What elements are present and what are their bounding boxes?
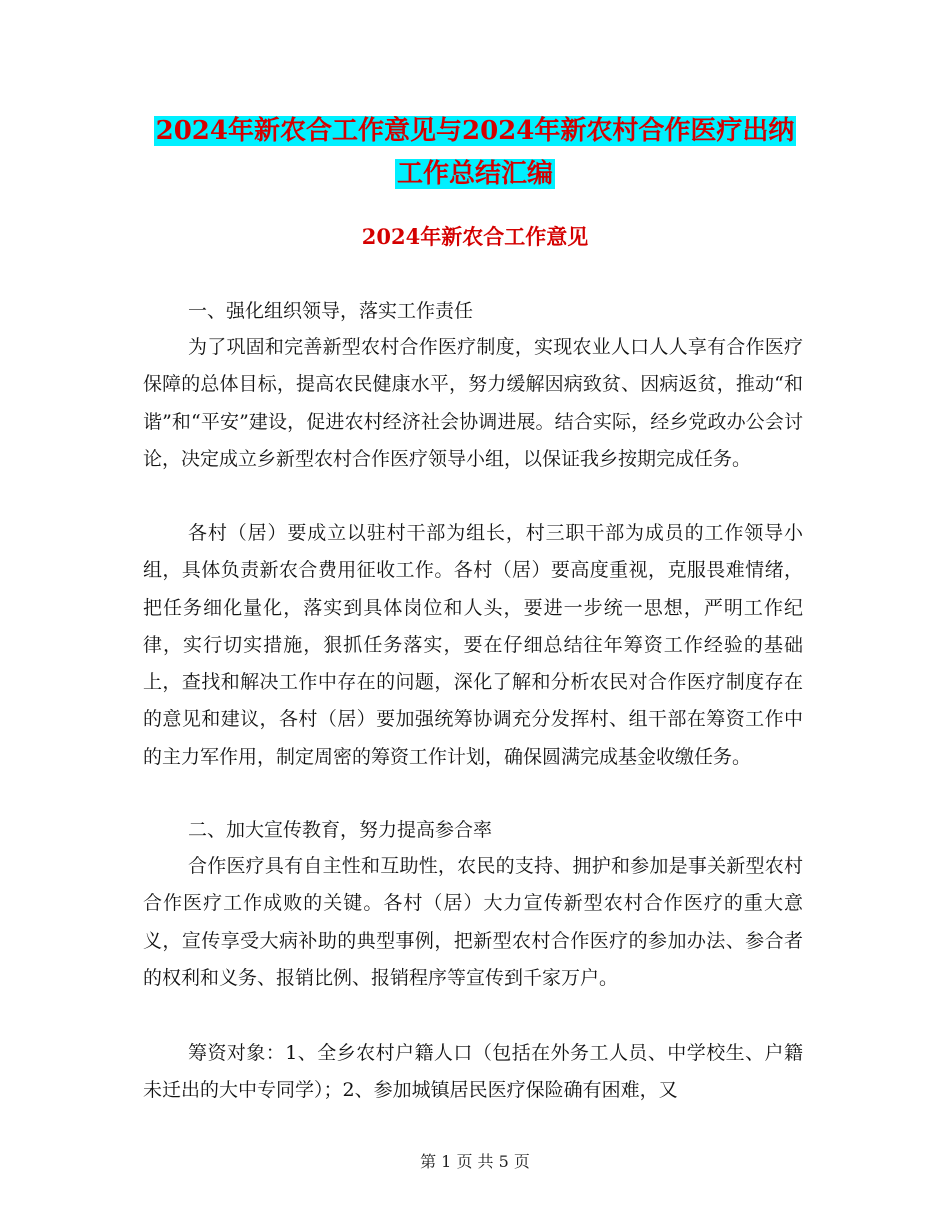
paragraph-4: 筹资对象：1、全乡农村户籍人口（包括在外务工人员、中学校生、户籍未迁出的大中专同学）；2、参加城镇居民医疗保险确有困难，又 [143, 1042, 803, 1102]
document-title-line2: 工作总结汇编 [396, 159, 553, 189]
paragraph-2: 各村（居）要成立以驻村干部为组长，村三职干部为成员的工作领导小组，具体负责新农合费用征收工作。各村（居）要高度重视，克服畏难情绪，把任务细化量化，落实到具体岗位和人头，要进一步统一思想，严明工作纪律，实行切实措施，狠抓任务落实，要在仔细总结往年筹资工作经验的基础上，查找和解决工作中存在的问题，深化了解和分析农民对合作医疗制度存在的意见和建议，各村（居）要加强统筹协调充分发挥村、组干部在筹资工作中的主力军作用，制定周密的筹资工作计划，确保圆满完成基金收缴任务。 [143, 522, 803, 768]
document-title-line1: 2024年新农合工作意见与2024年新农村合作医疗出纳 [155, 116, 795, 146]
section-title: 2024年新农合工作意见 [361, 224, 589, 249]
section-heading-1: 一、强化组织领导，落实工作责任 [188, 300, 474, 322]
paragraph-3: 合作医疗具有自主性和互助性，农民的支持、拥护和参加是事关新型农村合作医疗工作成败的关键。各村（居）大力宣传新型农村合作医疗的重大意义，宣传享受大病补助的典型事例，把新型农村合作医疗的参加办法、参合者的权利和义务、报销比例、报销程序等宣传到千家万户。 [143, 855, 803, 989]
page-footer: 第 1 页 共 5 页 [420, 1152, 530, 1171]
paragraph-1: 为了巩固和完善新型农村合作医疗制度，实现农业人口人人享有合作医疗保障的总体目标，提高农民健康水平，努力缓解因病致贫、因病返贫，推动“和谐”和“平安”建设，促进农村经济社会协调进展。结合实际，经乡党政办公会讨论，决定成立乡新型农村合作医疗领导小组，以保证我乡按期完成任务。 [143, 336, 803, 470]
section-heading-2: 二、加大宣传教育，努力提高参合率 [188, 819, 493, 841]
